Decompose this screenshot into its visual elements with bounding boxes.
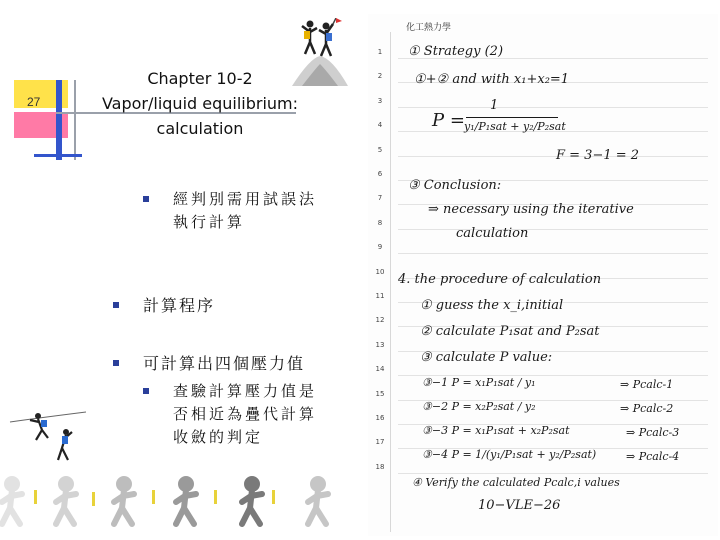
- note-p-numerator: 1: [490, 98, 499, 113]
- note-guess: ① guess the x_i,initial: [420, 298, 564, 313]
- notebook-line-number: 15: [375, 389, 385, 398]
- notebook-margin-line: [390, 32, 391, 532]
- bullet-text-line: 查驗計算壓力值是: [173, 382, 318, 400]
- slide-number: 27: [27, 95, 41, 109]
- note-step-3-4-result: ⇒ Pcalc-4: [626, 450, 680, 463]
- bullet-marker: [113, 360, 119, 366]
- note-p-denominator: y₁/P₁sat + y₂/P₂sat: [464, 120, 566, 133]
- slide-title: [95, 66, 305, 141]
- notebook-ruled-line: [398, 156, 708, 157]
- title-accent-blue-vertical: [56, 80, 62, 160]
- notebook-ruled-line: [398, 253, 708, 254]
- notebook-line-number: 9: [377, 243, 383, 252]
- notebook-line-number: 12: [375, 316, 385, 325]
- note-page-footer: 10−VLE−26: [478, 498, 561, 513]
- bullet-text-line: 否相近為疊代計算: [173, 405, 318, 423]
- notebook-line-number: 6: [377, 170, 383, 178]
- title-line-1: Chapter 10-2: [147, 69, 253, 88]
- notebook-line-number: 17: [375, 438, 385, 447]
- note-step-3-1-result: ⇒ Pcalc-1: [620, 378, 674, 391]
- note-step-3-2-result: ⇒ Pcalc-2: [620, 402, 674, 415]
- note-step-3-3-result: ⇒ Pcalc-3: [626, 426, 680, 439]
- notebook-line-number: 7: [377, 194, 383, 203]
- note-calculation: calculation: [456, 226, 529, 241]
- note-calc-psat: ② calculate P₁sat and P₂sat: [420, 324, 600, 339]
- note-fraction-bar: [466, 117, 558, 118]
- note-verify: ④ Verify the calculated Pcalc,i values: [412, 476, 620, 489]
- notebook-header: 化工熱力學: [406, 23, 452, 33]
- handwritten-notes-page: [368, 14, 718, 536]
- notebook-line-number: 4: [377, 121, 383, 130]
- note-procedure: 4. the procedure of calculation: [398, 272, 602, 287]
- notebook-line-number: 3: [377, 96, 383, 105]
- bullet-marker: [143, 388, 149, 394]
- note-eq-sum: ①+② and with x₁+x₂=1: [414, 72, 570, 87]
- notebook-line-number: 2: [377, 72, 383, 81]
- notebook-ruled-line: [398, 107, 708, 108]
- bullet-text-line: 收斂的判定: [173, 428, 264, 446]
- title-line-2: Vapor/liquid equilibrium:: [101, 94, 299, 113]
- bullet-marker: [143, 196, 149, 202]
- note-calc-p: ③ calculate P value:: [420, 350, 553, 365]
- notebook-line-number: 5: [377, 145, 383, 154]
- climbers-on-mountain-clipart-icon: [290, 18, 350, 88]
- notebook-line-number: 13: [375, 340, 385, 349]
- note-step-3-4: ③−4 P = 1/(y₁/P₁sat + y₂/P₂sat): [422, 448, 597, 461]
- note-necessary: ⇒ necessary using the iterative: [428, 202, 634, 217]
- note-step-3-1: ③−1 P = x₁P₁sat / y₁: [422, 376, 536, 389]
- note-step-3-3: ③−3 P = x₁P₁sat + x₂P₂sat: [422, 424, 570, 437]
- notebook-ruled-line: [398, 229, 708, 230]
- runner-figures-clipart-icon: [0, 476, 350, 538]
- note-degrees-of-freedom: F = 3−1 = 2: [556, 148, 640, 163]
- bullet-text-line: 執行計算: [173, 213, 246, 231]
- notebook-line-number: 16: [375, 414, 385, 422]
- title-accent-blue-horizontal: [34, 154, 82, 157]
- note-strategy: ① Strategy (2): [408, 44, 504, 59]
- notebook-ruled-line: [398, 473, 708, 474]
- bullet-text-line: 經判別需用試誤法: [173, 190, 318, 208]
- note-step-3-2: ③−2 P = x₂P₂sat / y₂: [422, 400, 536, 413]
- note-p-eq: P =: [432, 110, 465, 131]
- bullet-text: 可計算出四個壓力值: [143, 354, 306, 373]
- title-accent-gray-vertical: [74, 80, 76, 160]
- title-line-3: calculation: [156, 119, 244, 138]
- notebook-line-number: 8: [377, 218, 383, 227]
- climbers-on-rope-clipart-icon: [8, 408, 88, 468]
- note-conclusion: ③ Conclusion:: [408, 178, 502, 193]
- notebook-line-number: 18: [375, 462, 385, 471]
- notebook-line-number: 1: [377, 48, 383, 56]
- notebook-line-number: 10: [375, 267, 385, 276]
- notebook-line-number: 14: [375, 365, 385, 374]
- notebook-line-number: 11: [375, 292, 385, 300]
- bullet-marker: [113, 302, 119, 308]
- bullet-text: 計算程序: [143, 296, 216, 315]
